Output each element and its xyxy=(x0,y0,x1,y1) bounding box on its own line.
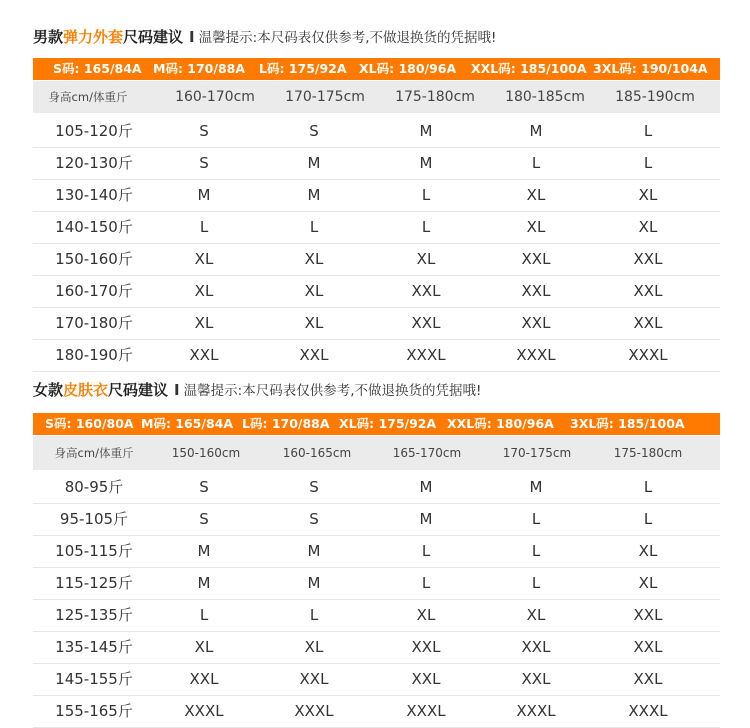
men-size-label: S码: 165/84A xyxy=(53,61,142,76)
size-cell: L xyxy=(643,510,653,528)
size-cell: XL xyxy=(194,282,214,300)
size-cell: XXXL xyxy=(516,702,556,720)
size-cell: XL xyxy=(304,282,324,300)
size-cell: L xyxy=(643,154,653,172)
women-header-label: 身高cm/体重斤 xyxy=(54,446,134,460)
women-size-bar xyxy=(33,413,720,435)
weight-cell: 115-125斤 xyxy=(55,574,133,592)
men-height-col: 180-185cm xyxy=(505,89,585,105)
men-height-col: 170-175cm xyxy=(285,89,365,105)
women-title-separator: I xyxy=(174,381,180,399)
size-cell: M xyxy=(307,154,321,172)
men-title-separator: I xyxy=(189,28,195,46)
size-cell: L xyxy=(531,542,541,560)
weight-cell: 95-105斤 xyxy=(59,510,129,528)
men-size-label: XL码: 180/96A xyxy=(359,61,457,76)
table-row xyxy=(33,632,720,664)
size-cell: XL xyxy=(194,638,214,656)
size-cell: XL xyxy=(526,186,546,204)
size-cell: XXL xyxy=(189,670,219,688)
size-cell: M xyxy=(419,478,433,496)
size-cell: XXL xyxy=(521,638,551,656)
women-title xyxy=(33,379,481,401)
men-height-col: 175-180cm xyxy=(395,89,475,105)
size-cell: XXL xyxy=(411,282,441,300)
size-cell: XXXL xyxy=(406,346,446,364)
size-cell: XXL xyxy=(633,250,663,268)
size-cell: M xyxy=(419,154,433,172)
size-cell: XXL xyxy=(299,346,329,364)
table-row xyxy=(33,116,720,148)
size-cell: XXL xyxy=(633,606,663,624)
weight-cell: 125-135斤 xyxy=(55,606,133,624)
size-cell: XXXL xyxy=(628,346,668,364)
size-cell: XXL xyxy=(521,314,551,332)
table-row xyxy=(33,276,720,308)
weight-cell: 80-95斤 xyxy=(64,478,124,496)
women-size-label: M码: 165/84A xyxy=(141,416,234,431)
men-size-label: 3XL码: 190/104A xyxy=(593,61,708,76)
size-cell: L xyxy=(531,574,541,592)
men-size-label: L码: 175/92A xyxy=(259,61,347,76)
women-size-label: XL码: 175/92A xyxy=(339,416,437,431)
table-row xyxy=(33,568,720,600)
size-cell: XL xyxy=(416,250,436,268)
women-height-col: 170-175cm xyxy=(502,446,572,460)
size-cell: XXXL xyxy=(628,702,668,720)
women-title-suffix: 尺码建议 xyxy=(108,381,169,399)
men-title-prefix: 男款 xyxy=(33,28,64,46)
size-cell: L xyxy=(643,122,653,140)
men-size-bar xyxy=(33,58,720,80)
women-size-label: 3XL码: 185/100A xyxy=(570,416,685,431)
size-cell: XXL xyxy=(633,282,663,300)
size-cell: XXXL xyxy=(294,702,334,720)
men-title xyxy=(33,26,496,48)
size-cell: S xyxy=(309,510,319,528)
size-cell: L xyxy=(421,542,431,560)
size-cell: M xyxy=(419,122,433,140)
size-cell: XXL xyxy=(189,346,219,364)
size-cell: XXL xyxy=(521,670,551,688)
weight-cell: 105-115斤 xyxy=(55,542,133,560)
weight-cell: 155-165斤 xyxy=(55,702,133,720)
weight-cell: 140-150斤 xyxy=(55,218,133,236)
size-cell: XL xyxy=(194,314,214,332)
size-cell: S xyxy=(199,478,209,496)
women-height-col: 175-180cm xyxy=(613,446,683,460)
size-cell: XXXL xyxy=(184,702,224,720)
size-cell: XL xyxy=(304,314,324,332)
size-cell: L xyxy=(421,574,431,592)
women-height-col: 150-160cm xyxy=(171,446,241,460)
women-table-header xyxy=(33,436,720,470)
men-size-label: XXL码: 185/100A xyxy=(471,61,587,76)
size-cell: L xyxy=(643,478,653,496)
women-table-body xyxy=(33,472,720,728)
weight-cell: 170-180斤 xyxy=(55,314,133,332)
size-cell: XXL xyxy=(411,638,441,656)
size-cell: L xyxy=(309,606,319,624)
men-header-label: 身高cm/体重斤 xyxy=(48,90,128,104)
weight-cell: 180-190斤 xyxy=(55,346,133,364)
size-cell: M xyxy=(307,542,321,560)
size-cell: XXL xyxy=(411,670,441,688)
table-row xyxy=(33,244,720,276)
size-cell: S xyxy=(199,154,209,172)
size-cell: L xyxy=(199,606,209,624)
weight-cell: 130-140斤 xyxy=(55,186,133,204)
size-cell: XXL xyxy=(299,670,329,688)
size-cell: L xyxy=(421,218,431,236)
size-cell: XXXL xyxy=(406,702,446,720)
weight-cell: 105-120斤 xyxy=(55,122,133,140)
women-size-label: S码: 160/80A xyxy=(45,416,134,431)
women-size-label: XXL码: 180/96A xyxy=(447,416,554,431)
size-cell: XXL xyxy=(633,638,663,656)
men-title-suffix: 尺码建议 xyxy=(123,28,184,46)
size-cell: S xyxy=(199,510,209,528)
size-cell: L xyxy=(199,218,209,236)
size-cell: XL xyxy=(304,250,324,268)
size-cell: XL xyxy=(194,250,214,268)
table-row xyxy=(33,696,720,728)
men-height-col: 185-190cm xyxy=(615,89,695,105)
women-title-tip: 温馨提示:本尺码表仅供参考,不做退换货的凭据哦! xyxy=(183,383,482,399)
size-cell: L xyxy=(531,510,541,528)
table-row xyxy=(33,664,720,696)
table-row xyxy=(33,536,720,568)
size-cell: M xyxy=(307,574,321,592)
size-cell: XL xyxy=(638,186,658,204)
size-cell: S xyxy=(309,478,319,496)
women-title-product: 皮肤衣 xyxy=(63,381,109,399)
table-row xyxy=(33,180,720,212)
table-row xyxy=(33,504,720,536)
men-table-body xyxy=(33,116,720,372)
size-cell: XL xyxy=(638,542,658,560)
size-cell: S xyxy=(199,122,209,140)
table-row xyxy=(33,212,720,244)
size-cell: M xyxy=(529,478,543,496)
weight-cell: 120-130斤 xyxy=(55,154,133,172)
table-row xyxy=(33,308,720,340)
women-size-label: L码: 170/88A xyxy=(242,416,330,431)
size-cell: M xyxy=(197,574,211,592)
size-cell: M xyxy=(419,510,433,528)
table-row xyxy=(33,472,720,504)
size-cell: XL xyxy=(638,574,658,592)
size-cell: XXL xyxy=(411,314,441,332)
size-cell: XXXL xyxy=(516,346,556,364)
size-cell: XXL xyxy=(521,250,551,268)
size-cell: L xyxy=(531,154,541,172)
size-cell: M xyxy=(529,122,543,140)
size-cell: XL xyxy=(304,638,324,656)
men-title-tip: 温馨提示:本尺码表仅供参考,不做退换货的凭据哦! xyxy=(198,30,497,46)
weight-cell: 135-145斤 xyxy=(55,638,133,656)
men-height-col: 160-170cm xyxy=(175,89,255,105)
size-cell: XXL xyxy=(633,670,663,688)
weight-cell: 145-155斤 xyxy=(55,670,133,688)
men-title-product: 弹力外套 xyxy=(63,28,124,46)
weight-cell: 160-170斤 xyxy=(55,282,133,300)
size-cell: M xyxy=(307,186,321,204)
size-cell: XL xyxy=(526,218,546,236)
size-cell: XXL xyxy=(521,282,551,300)
women-height-col: 165-170cm xyxy=(392,446,462,460)
size-cell: M xyxy=(197,186,211,204)
table-row xyxy=(33,600,720,632)
weight-cell: 150-160斤 xyxy=(55,250,133,268)
size-cell: XL xyxy=(416,606,436,624)
men-table-header xyxy=(33,81,720,113)
size-cell: L xyxy=(309,218,319,236)
women-title-prefix: 女款 xyxy=(33,381,64,399)
men-size-label: M码: 170/88A xyxy=(153,61,246,76)
table-row xyxy=(33,340,720,372)
size-cell: M xyxy=(197,542,211,560)
table-row xyxy=(33,148,720,180)
women-height-col: 160-165cm xyxy=(282,446,352,460)
size-cell: XL xyxy=(526,606,546,624)
size-cell: XXL xyxy=(633,314,663,332)
size-cell: L xyxy=(421,186,431,204)
size-cell: XL xyxy=(638,218,658,236)
size-cell: S xyxy=(309,122,319,140)
